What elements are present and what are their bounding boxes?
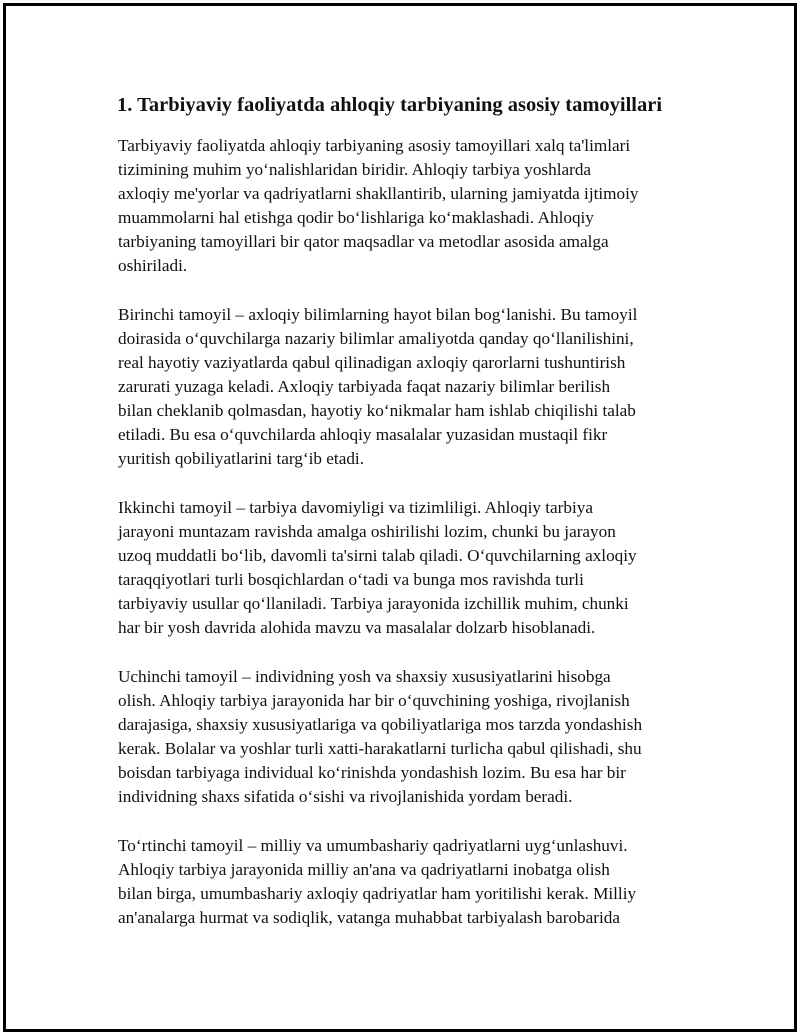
paragraph-second-principle <box>118 496 705 640</box>
text-line: Ahloqiy tarbiya jarayonida milliy an'ana va qadriyatlarni inobatga olish <box>118 860 610 879</box>
text-line: olish. Ahloqiy tarbiya jarayonida har bir o‘quvchining yoshiga, rivojlanish <box>118 691 630 710</box>
text-line: taraqqiyotlari turli bosqichlardan o‘tadi va bunga mos ravishda turli <box>118 570 584 589</box>
text-line: individning shaxs sifatida o‘sishi va rivojlanishida yordam beradi. <box>118 787 573 806</box>
text-line: boisdan tarbiyaga individual ko‘rinishda yondashish lozim. Bu esa har bir <box>118 763 626 782</box>
text-line: uzoq muddatli bo‘lib, davomli ta'sirni talab qiladi. O‘quvchilarning axloqiy <box>118 546 637 565</box>
text-line: an'analarga hurmat va sodiqlik, vatanga muhabbat tarbiyalash barobarida <box>118 908 620 927</box>
text-line: Ikkinchi tamoyil – tarbiya davomiyligi va tizimliligi. Ahloqiy tarbiya <box>118 498 593 517</box>
text-line: bilan cheklanib qolmasdan, hayotiy ko‘nikmalar ham ishlab chiqilishi talab <box>118 401 636 420</box>
text-line: real hayotiy vaziyatlarda qabul qilinadigan axloqiy qarorlarni tushuntirish <box>118 353 626 372</box>
text-line: yuritish qobiliyatlarini targ‘ib etadi. <box>118 449 364 468</box>
paragraph-third-principle <box>118 665 705 809</box>
text-line: tarbiyaviy usullar qo‘llaniladi. Tarbiya jarayonida izchillik muhim, chunki <box>118 594 629 613</box>
text-line: oshiriladi. <box>118 256 188 275</box>
text-line: Birinchi tamoyil – axloqiy bilimlarning hayot bilan bog‘lanishi. Bu tamoyil <box>118 305 638 324</box>
text-line: har bir yosh davrida alohida mavzu va masalalar dolzarb hisoblanadi. <box>118 618 596 637</box>
text-line: zarurati yuzaga keladi. Axloqiy tarbiyada faqat nazariy bilimlar berilish <box>118 377 611 396</box>
text-line: tizimining muhim yo‘nalishlaridan biridir. Ahloqiy tarbiya yoshlarda <box>118 160 592 179</box>
text-line: Tarbiyaviy faoliyatda ahloqiy tarbiyaning asosiy tamoyillari xalq ta'limlari <box>118 136 631 155</box>
text-line: darajasiga, shaxsiy xususiyatlariga va qobiliyatlariga mos tarzda yondashish <box>118 715 643 734</box>
text-line: To‘rtinchi tamoyil – milliy va umumbashariy qadriyatlarni uyg‘unlashuvi. <box>118 836 628 855</box>
document-body <box>115 92 705 955</box>
paragraph-intro <box>118 134 705 278</box>
text-line: doirasida o‘quvchilarga nazariy bilimlar amaliyotda qanday qo‘llanilishini, <box>118 329 634 348</box>
text-line: kerak. Bolalar va yoshlar turli xatti-harakatlarni turlicha qabul qilishadi, shu <box>118 739 642 758</box>
paragraph-first-principle <box>118 303 705 471</box>
text-line: muammolarni hal etishga qodir bo‘lishlariga ko‘maklashadi. Ahloqiy <box>118 208 594 227</box>
text-line: etiladi. Bu esa o‘quvchilarda ahloqiy masalalar yuzasidan mustaqil fikr <box>118 425 608 444</box>
paragraph-fourth-principle <box>118 834 705 930</box>
text-line: axloqiy me'yorlar va qadriyatlarni shakllantirib, ularning jamiyatda ijtimoiy <box>118 184 639 203</box>
text-line: Uchinchi tamoyil – individning yosh va shaxsiy xususiyatlarini hisobga <box>118 667 611 686</box>
text-line: jarayoni muntazam ravishda amalga oshirilishi lozim, chunki bu jarayon <box>118 522 616 541</box>
document-title: 1. Tarbiyaviy faoliyatda ahloqiy tarbiyaning asosiy tamoyillari <box>117 94 663 116</box>
text-line: bilan birga, umumbashariy axloqiy qadriyatlar ham yoritilishi kerak. Milliy <box>118 884 637 903</box>
text-line: tarbiyaning tamoyillari bir qator maqsadlar va metodlar asosida amalga <box>118 232 609 251</box>
